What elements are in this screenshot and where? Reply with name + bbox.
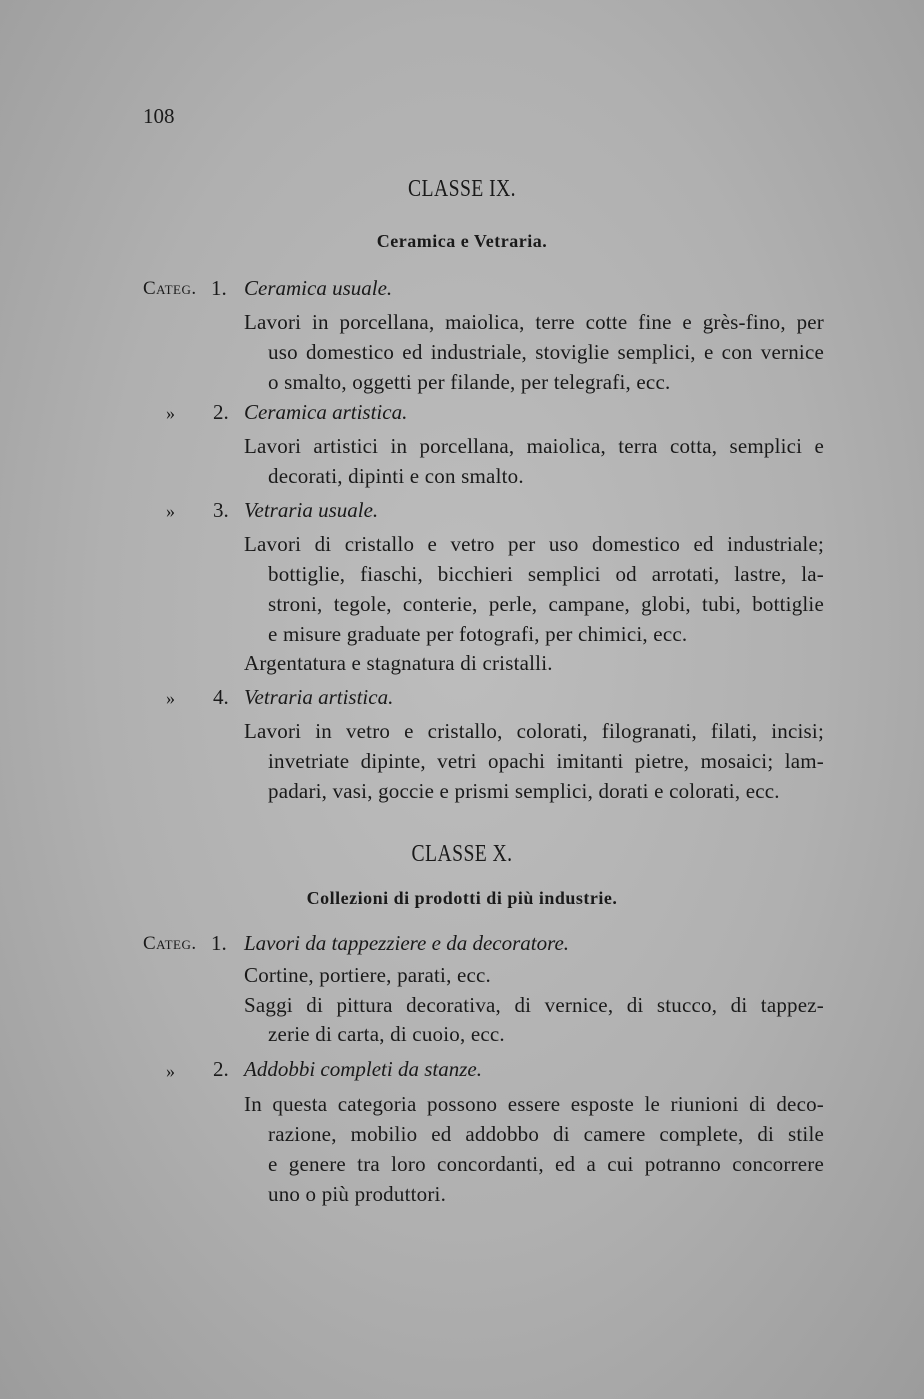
ditto-mark: » — [166, 501, 175, 521]
text-line: uno o più produttori. — [268, 1182, 447, 1206]
page-number: 108 — [143, 104, 175, 128]
category-title: Lavori da tappezziere e da decoratore. — [244, 931, 570, 955]
text-line: Cortine, portiere, parati, ecc. — [244, 963, 492, 987]
ditto-mark: » — [166, 1061, 175, 1081]
category-title: Ceramica usuale. — [244, 276, 393, 300]
category-title: Ceramica artistica. — [244, 400, 408, 424]
text-line: Argentatura e stagnatura di cristalli. — [244, 651, 553, 675]
category-number: 1. — [211, 931, 227, 955]
category-number: 4. — [213, 685, 229, 709]
categ-label: Categ. — [143, 933, 197, 954]
category-title: Vetraria usuale. — [244, 498, 379, 522]
text-line: Saggi di pittura decorativa, di vernice, di stucco, di tappez- — [244, 993, 824, 1017]
text-line: e genere tra loro concordanti, ed a cui potranno concorrere — [268, 1152, 824, 1176]
category-number: 1. — [211, 276, 227, 300]
text-line: Lavori in vetro e cristallo, colorati, filogranati, filati, incisi; — [244, 719, 824, 743]
category-number: 2. — [213, 400, 229, 424]
text-line: decorati, dipinti e con smalto. — [268, 464, 524, 488]
text-line: uso domestico ed industriale, stoviglie semplici, e con vernice — [268, 340, 824, 364]
class-9-subtitle: Ceramica e Vetraria. — [376, 231, 548, 251]
category-number: 3. — [213, 498, 229, 522]
text-line: Lavori di cristallo e vetro per uso domestico ed industriale; — [244, 532, 824, 556]
category-title: Addobbi completi da stanze. — [244, 1057, 482, 1081]
text-line: In questa categoria possono essere esposte le riunioni di deco- — [244, 1092, 824, 1116]
text-line: zerie di carta, di cuoio, ecc. — [268, 1022, 505, 1046]
text-line: stroni, tegole, conterie, perle, campane, globi, tubi, bottiglie — [268, 592, 824, 616]
text-line: bottiglie, fiaschi, bicchieri semplici od arrotati, lastre, la- — [268, 562, 824, 586]
text-line: padari, vasi, goccie e prismi semplici, dorati e colorati, ecc. — [268, 779, 780, 803]
ditto-mark: » — [166, 688, 175, 708]
text-line: Lavori artistici in porcellana, maiolica, terra cotta, semplici e — [244, 434, 824, 458]
text-line: invetriate dipinte, vetri opachi imitanti pietre, mosaici; lam- — [268, 749, 824, 773]
text-line: o smalto, oggetti per filande, per telegrafi, ecc. — [268, 370, 671, 394]
categ-label: Categ. — [143, 278, 197, 299]
category-number: 2. — [213, 1057, 229, 1081]
class-10-title: CLASSE X. — [411, 841, 513, 867]
category-title: Vetraria artistica. — [244, 685, 394, 709]
class-10-subtitle: Collezioni di prodotti di più industrie. — [306, 888, 618, 908]
class-9-title: CLASSE IX. — [408, 176, 516, 202]
ditto-mark: » — [166, 403, 175, 423]
text-line: e misure graduate per fotografi, per chimici, ecc. — [268, 622, 688, 646]
text-line: Lavori in porcellana, maiolica, terre cotte fine e grès-fino, per — [244, 310, 824, 334]
text-line: razione, mobilio ed addobbo di camere complete, di stile — [268, 1122, 824, 1146]
